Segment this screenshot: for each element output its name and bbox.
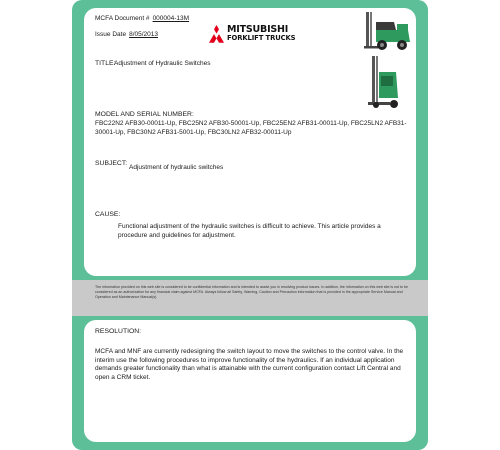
resolution-label: RESOLUTION: (95, 328, 142, 335)
reach-truck-icon (368, 56, 402, 110)
mitsubishi-logo (207, 24, 327, 46)
logo-sub-text: FORKLIFT TRUCKS (227, 34, 296, 42)
cause-label: CAUSE: (95, 211, 121, 218)
logo-brand-text: MITSUBISHI (227, 24, 289, 35)
model-serial-text: FBC22N2 AFB30-00011-Up, FBC25N2 AFB30-50001-Up, FBC25EN2 AFB31-00011-Up, FBC25LN2 AFB31-30001-Up, FBC30N2 AFB31-5001-Up, FBC30LN2 AFB32-00011-Up (95, 120, 407, 136)
title-label: TITLE: (95, 60, 116, 67)
forklift-icon (364, 10, 412, 54)
document-number-label: MCFA Document # (95, 15, 150, 22)
subject-label: SUBJECT: (95, 160, 128, 167)
issue-date-label: Issue Date (95, 31, 127, 38)
subject-value: Adjustment of hydraulic switches (129, 164, 224, 171)
three-diamonds-logo-icon (207, 25, 226, 43)
title-value: Adjustment of Hydraulic Switches (114, 60, 211, 67)
document-number-value: 000004-13M (152, 15, 190, 22)
issue-date-value: 8/05/2013 (129, 31, 158, 38)
disclaimer-text: The information provided on this web site is considered to be confidential information and is intended to assist you in resolving product issues. In addition, the information on this web site is not to be considered as an authorization for any financial claim against MCFA. Always follow all Safety, Warning, Caution and Precaution information that is provided in the appropriate Service Manual and Operation and Maintenance Manual(s). (95, 285, 409, 299)
cause-text: Functional adjustment of the hydraulic switches is difficult to achieve. This article provides a procedure and guidelines for adjustment. (118, 223, 381, 239)
model-label: MODEL AND SERIAL NUMBER: (95, 111, 194, 118)
document-number-row (95, 15, 189, 22)
issue-date-row (95, 31, 158, 38)
resolution-text: MCFA and MNF are currently redesigning the switch layout to move the switches to the control valve. In the interim use the following procedures to improve functionality of the hydraulics. If an individual application demands greater functionality than what is attainable with the current configuration contact Lift Central and open a CRM ticket. (95, 348, 404, 381)
